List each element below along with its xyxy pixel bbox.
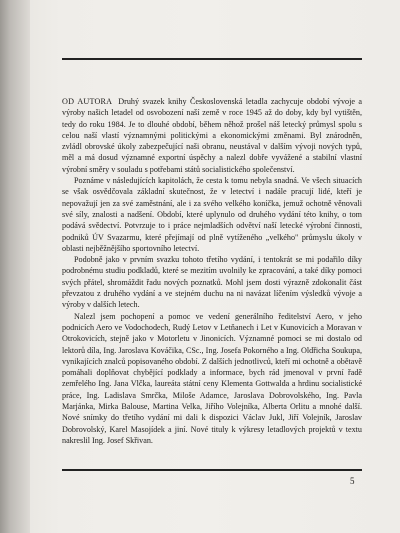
section-heading: OD AUTORA — [62, 97, 113, 106]
page-number: 5 — [350, 476, 355, 486]
preface-text — [62, 96, 362, 446]
book-spine-shadow — [0, 0, 30, 533]
paragraph-1-text: Druhý svazek knihy Československá letadla zachycuje období vývoje a výroby našich letadel od osvobození naší země v roce 1945 až do doby, kdy byl vytištěn, tedy do roku 1984. Je to dlouhé období, během něhož prošel náš letecký průmysl spolu s celou naší vlastí významnými politickými a ekonomickými změnami. Byl znárodněn, zvládl obrovské úkoly zabezpečující naši obranu, neustával v dalším vývoji nových typů, měl a má dosud významné exportní úspěchy a nalezl dobře vyvážené a stabilní vlastní výrobní směry v souladu s potřebami států socialistického společenství. — [62, 97, 362, 174]
paragraph-3: Podobně jako v prvním svazku tohoto třetího vydání, i tentokrát se mi podařilo díky podrobnému studiu podkladů, které se mezitím uvolnily ke zpracování, a také díky pomoci svých přátel, shromáždit řadu nových poznatků. Mohl jsem dosti výrazně zdokonalit část převzatou z druhého vydání a ve stejném duchu na ni navázat líčením výsledků vývoje a výroby v dalších letech. — [62, 255, 362, 310]
paragraph-4: Nalezl jsem pochopení a pomoc ve vedení generálního ředitelství Aero, v jeho podnicích Aero ve Vodochodech, Rudý Letov v Letňanech i Let v Kunovicích a Moravan v Otrokovicích, stejně jako v Motorletu v Jinonicích. Významné pomoci se mi dostalo od lektorů díla, Ing. Jaroslava Kováčika, CSc., Ing. Josefa Pokorného a Ing. Oldřicha Soukupa, vynikajících znalců popisovaného období. Z dalších jednotlivců, kteří mi ochotně a obětavě pomáhali doplňovat chybějící podklady a informace, bych rád jmenoval v první řadě zemřelého Ing. Jana Vlčka, laureáta státní ceny Klementa Gottwalda a hrdinu socialistické práce, Ing. Ladislava Smrčka, Miloše Adamce, Jaroslava Dobrovolského, Ing. Pavla Marjánka, Mirka Balouse, Martina Velka, Jiřího Volejníka, Alberta Orlitu a mnohé další. Nové snímky do třetího vydání mi dali k dispozici Václav Jukl, Jiří Volejník, Jaroslav Dobrovolský, Karel Masojídek a jiní. Nové tituly k výkresy letadlových projektů v textu nakreslil Ing. Josef Skřivan. — [62, 311, 362, 445]
paragraph-2: Poznáme v následujících kapitolách, že cesta k tomu nebyla snadná. Ve všech situacích se však osvědčovala základní skutečnost, že v letectví i nadále pracují lidé, kteří je nepovažují jen za své zaměstnání, ale i za svého velkého koníčka, jemuž ochotně věnovali své síly, znalosti a nadšení. Období, které uplynulo od druhého vydání této knihy, o tom podává svědectví. Potvrzuje to i práce nejmladších odvětví naší letecké výrobní činnosti, podniků ÚV Svazarmu, které přejímají od plně vytíženého „velkého" průmyslu úkoly v oblasti nejběžnějšího sportovního letectví. — [62, 176, 362, 253]
paragraph-1 — [62, 96, 362, 175]
bottom-rule — [62, 469, 362, 471]
top-rule — [62, 58, 362, 60]
